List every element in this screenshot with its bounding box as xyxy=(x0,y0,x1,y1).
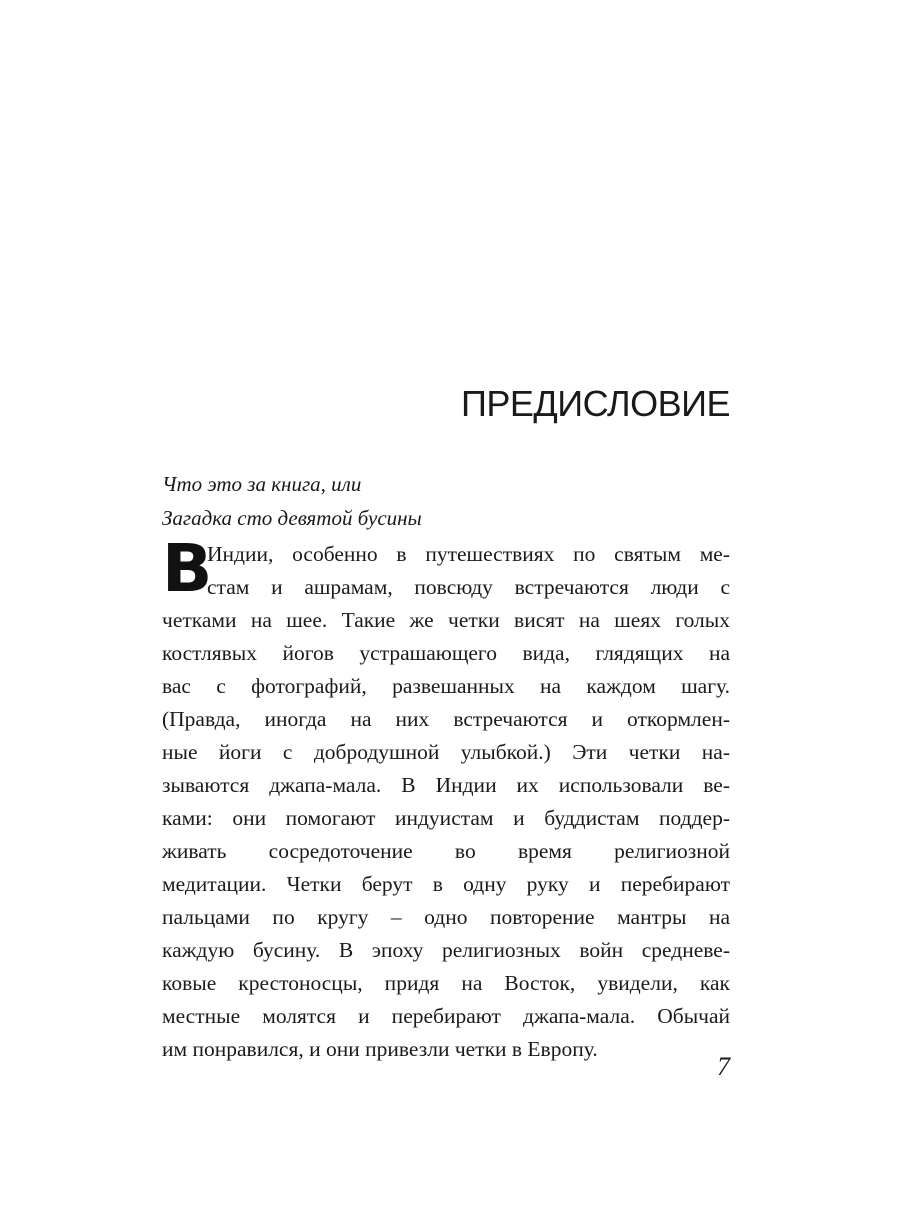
text-line: зываются джапа-мала. В Индии их использовали ве- xyxy=(162,773,730,797)
drop-cap: В xyxy=(162,530,213,607)
text-line: стам и ашрамам, повсюду встречаются люди с xyxy=(207,575,730,599)
chapter-subtitle-line-1: Что это за книга, или xyxy=(162,472,362,496)
text-line: (Правда, иногда на них встречаются и откормлен- xyxy=(162,707,730,731)
text-line: костлявых йогов устрашающего вида, глядящих на xyxy=(162,641,730,665)
text-line: им понравился, и они привезли четки в Европу. xyxy=(162,1037,598,1061)
text-line: ные йоги с добродушной улыбкой.) Эти четки на- xyxy=(162,740,730,764)
text-line: пальцами по кругу – одно повторение мантры на xyxy=(162,905,730,929)
text-line: Индии, особенно в путешествиях по святым ме- xyxy=(207,542,730,566)
body-paragraph xyxy=(162,530,730,1061)
text-line: четками на шее. Такие же четки висят на шеях голых xyxy=(162,608,730,632)
chapter-subtitle-line-2: Загадка сто девятой бусины xyxy=(162,506,422,530)
text-line: вас с фотографий, развешанных на каждом шагу. xyxy=(162,674,730,698)
text-line: ковые крестоносцы, придя на Восток, увидели, как xyxy=(162,971,730,995)
text-line: каждую бусину. В эпоху религиозных войн средневе- xyxy=(162,938,730,962)
page-number: 7 xyxy=(717,1052,730,1081)
chapter-title: ПРЕДИСЛОВИЕ xyxy=(461,383,730,424)
text-line: ками: они помогают индуистам и буддистам поддер- xyxy=(162,806,730,830)
text-line: медитации. Четки берут в одну руку и перебирают xyxy=(162,872,730,896)
text-line: живать сосредоточение во время религиозной xyxy=(162,839,730,863)
text-line: местные молятся и перебирают джапа-мала. Обычай xyxy=(162,1004,730,1028)
